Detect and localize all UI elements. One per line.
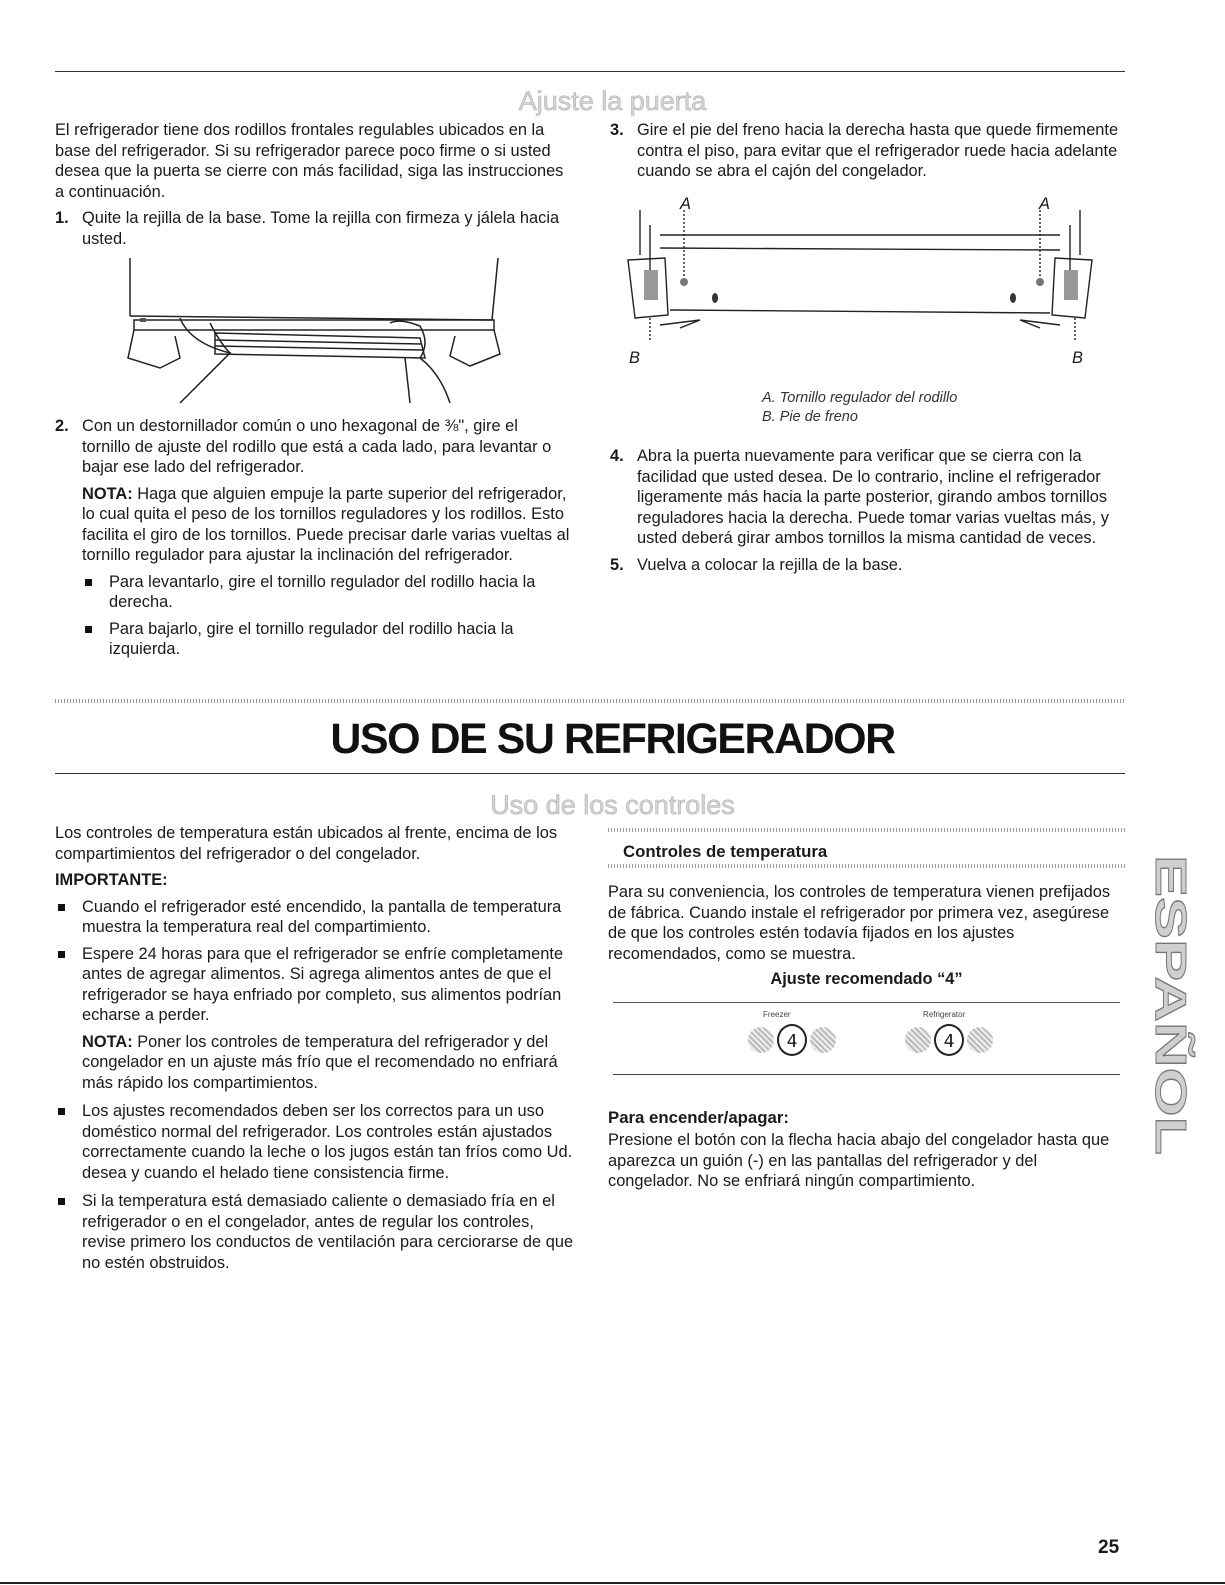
controls-bullet-2 bbox=[55, 944, 575, 1026]
door-bullet-raise bbox=[82, 572, 570, 613]
panel-baseline bbox=[613, 1074, 1120, 1075]
roller-brake-figure bbox=[620, 210, 1100, 340]
bottom-rule bbox=[0, 1582, 1225, 1584]
onoff-text: Presione el botón con la flecha hacia abajo del congelador hasta que aparezca un guión (-) en las pantallas del refrigerador y del congelador. No se enfriará ningún compartimiento. bbox=[608, 1131, 1110, 1190]
controls-intro: Los controles de temperatura están ubicados al frente, encima de los compartimientos del refrigerador o del congelador. bbox=[55, 824, 558, 863]
step-number: 3. bbox=[610, 121, 624, 139]
bullet-text: Cuando el refrigerador esté encendido, la pantalla de temperatura muestra la temperatura real del compartimiento. bbox=[82, 897, 562, 936]
freezer-display: 4 bbox=[777, 1024, 807, 1056]
figure-label-b-right: B bbox=[1072, 349, 1083, 367]
door-right-column bbox=[610, 120, 1125, 188]
bullet-text: Si la temperatura está demasiado caliente o demasiado fría en el refrigerador o en el congelador, antes de regular los controles, revise primero los conductos de ventilación para cerciorarse de que no estén obstruidos. bbox=[82, 1192, 574, 1272]
step-number: 4. bbox=[610, 447, 624, 465]
bullet-icon bbox=[82, 619, 109, 660]
bullet-icon bbox=[55, 1191, 82, 1273]
step-number: 1. bbox=[55, 209, 69, 227]
espanol-side-tab bbox=[1120, 855, 1195, 1160]
controls-left-column bbox=[55, 823, 575, 1279]
side-tab-text: ESPAÑOL bbox=[1146, 855, 1195, 1065]
temp-controls-heading: Controles de temperatura bbox=[623, 842, 828, 861]
step-text: Vuelva a colocar la rejilla de la base. bbox=[637, 555, 903, 574]
freezer-control bbox=[748, 1024, 838, 1058]
control-panel bbox=[613, 1008, 1120, 1078]
main-title: USO DE SU REFRIGERADOR bbox=[330, 715, 895, 763]
door-nota bbox=[55, 484, 570, 566]
recommended-setting: Ajuste recomendado “4” bbox=[770, 970, 963, 988]
bullet-icon bbox=[82, 572, 109, 613]
title-bottom-rule bbox=[55, 773, 1125, 774]
bullet-icon bbox=[55, 897, 82, 938]
figure-label-a-right: A bbox=[1039, 195, 1050, 213]
caption-a: A. Tornillo regulador del rodillo bbox=[762, 390, 958, 406]
grille-removal-figure bbox=[120, 258, 510, 403]
bullet-icon bbox=[55, 1101, 82, 1183]
door-step-5 bbox=[610, 555, 1125, 576]
controls-bullet-1 bbox=[55, 897, 575, 938]
refrigerator-down-button-icon[interactable] bbox=[905, 1027, 931, 1053]
step-text: Abra la puerta nuevamente para verificar que se cierra con la facilidad que usted desea. De lo contrario, incline el refrigerador ligeramente más hacia la parte posterior, girando ambos tornillos reguladores hacia la derecha. Puede tomar varias vueltas más, y usted deberá girar ambos tornillos la misma cantidad de veces. bbox=[637, 447, 1109, 547]
panel-top-rule bbox=[613, 1002, 1120, 1003]
freezer-up-button-icon[interactable] bbox=[810, 1027, 836, 1053]
controls-bullet-4 bbox=[55, 1191, 575, 1273]
refrigerator-control bbox=[905, 1024, 995, 1058]
importante-label: IMPORTANTE: bbox=[55, 871, 168, 889]
controls-nota bbox=[55, 1032, 575, 1094]
step-text: Quite la rejilla de la base. Tome la rejilla con firmeza y jálela hacia usted. bbox=[82, 209, 560, 248]
bullet-text: Espere 24 horas para que el refrigerador se enfríe completamente antes de agregar alimentos. Si agrega alimentos antes de que el refrigerador se haya enfriado por completo, sus alimentos podrían echarse a perder. bbox=[82, 944, 564, 1024]
door-step-4 bbox=[610, 446, 1125, 549]
controls-bullet-3 bbox=[55, 1101, 575, 1183]
nota-label: NOTA: bbox=[82, 484, 133, 503]
door-step-3 bbox=[610, 120, 1125, 182]
page-number: 25 bbox=[1098, 1537, 1120, 1558]
temp-top-hatch bbox=[608, 828, 1125, 832]
bullet-text: Para levantarlo, gire el tornillo regulador del rodillo hacia la derecha. bbox=[109, 572, 536, 611]
title-top-hatch bbox=[55, 699, 1125, 703]
figure-label-b-left: B bbox=[629, 349, 640, 367]
step-number: 5. bbox=[610, 555, 624, 574]
nota-label: NOTA: bbox=[82, 1032, 133, 1051]
door-right-column-2 bbox=[610, 446, 1125, 581]
nota-text: Haga que alguien empuje la parte superior del refrigerador, lo cual quita el peso de los tornillos reguladores y los rodillos. Esto facilita el giro de los tornillos. Puede precisar darle varias vueltas al tornillo regulador para ajustar la inclinación del refrigerador. bbox=[82, 484, 570, 564]
step-text: Gire el pie del freno hacia la derecha hasta que quede firmemente contra el piso, para evitar que el refrigerador ruede hacia adelante cuando se abra el cajón del congelador. bbox=[637, 121, 1119, 180]
door-left-column-2 bbox=[55, 416, 570, 666]
door-bullet-lower bbox=[82, 619, 570, 660]
caption-b: B. Pie de freno bbox=[762, 409, 858, 425]
figure-label-a-left: A bbox=[680, 195, 691, 213]
step-text: Con un destornillador común o uno hexagonal de ⅜", gire el tornillo de ajuste del rodillo que está a cada lado, para levantar o bajar ese lado del refrigerador. bbox=[82, 417, 552, 476]
temp-controls-text: Para su conveniencia, los controles de temperatura vienen prefijados de fábrica. Cuando instale el refrigerador por primera vez, asegúrese de que los controles estén todavía fijados en los ajustes recomendados, como se muestra. bbox=[608, 883, 1111, 963]
door-section-heading: Ajuste la puerta bbox=[518, 86, 707, 116]
figure-caption bbox=[762, 389, 1092, 427]
nota-text: Poner los controles de temperatura del refrigerador y del congelador en un ajuste más frío que el recomendado no enfriará más rápido los compartimientos. bbox=[82, 1032, 558, 1092]
door-intro: El refrigerador tiene dos rodillos frontales regulables ubicados en la base del refrigerador. Si su refrigerador parece poco firme o si usted desea que la puerta se cierre con más facilidad, siga las instrucciones a continuación. bbox=[55, 121, 564, 201]
bullet-icon bbox=[55, 944, 82, 1026]
door-step-1 bbox=[55, 208, 570, 249]
freezer-label: Freezer bbox=[763, 1010, 791, 1019]
controls-section-heading: Uso de los controles bbox=[490, 790, 735, 820]
temp-bottom-hatch bbox=[608, 864, 1125, 868]
onoff-heading: Para encender/apagar: bbox=[608, 1108, 789, 1127]
refrigerator-up-button-icon[interactable] bbox=[967, 1027, 993, 1053]
bullet-text: Los ajustes recomendados deben ser los correctos para un uso doméstico normal del refrigerador. Los controles están ajustados correctamente cuando la leche o los jugos están tan fríos como Ud. desea y cuando el helado tiene consistencia firme. bbox=[82, 1102, 573, 1182]
bullet-text: Para bajarlo, gire el tornillo regulador del rodillo hacia la izquierda. bbox=[109, 619, 514, 658]
door-step-2 bbox=[55, 416, 570, 478]
refrigerator-display: 4 bbox=[934, 1024, 964, 1056]
freezer-down-button-icon[interactable] bbox=[748, 1027, 774, 1053]
top-rule bbox=[55, 71, 1125, 72]
door-left-column bbox=[55, 120, 570, 255]
step-number: 2. bbox=[55, 417, 69, 435]
refrigerator-label: Refrigerator bbox=[923, 1010, 966, 1019]
